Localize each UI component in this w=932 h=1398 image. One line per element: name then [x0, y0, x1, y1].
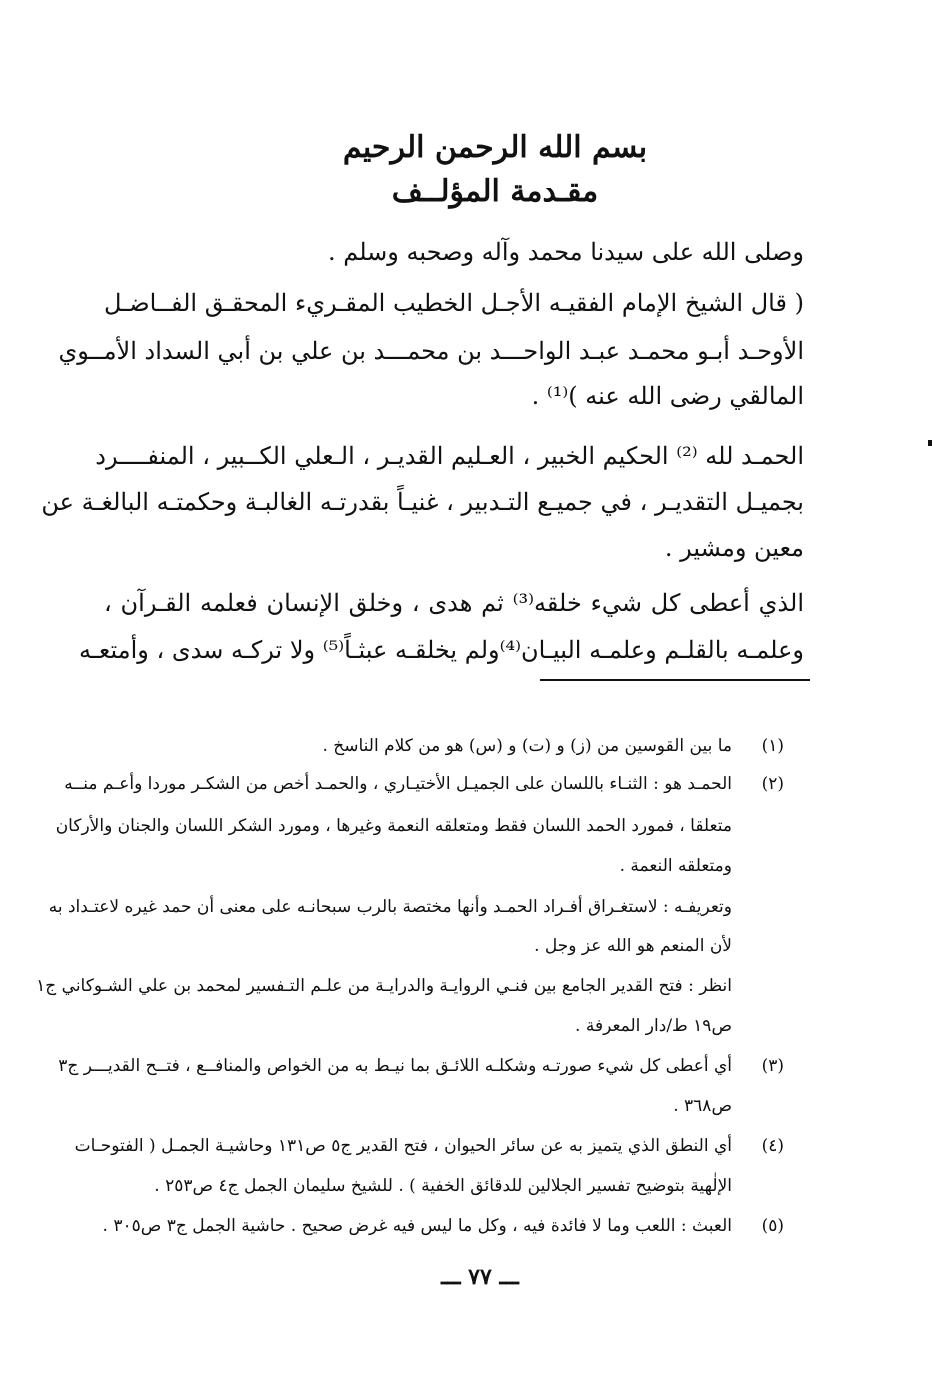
introduction-title: مقـدمة المؤلــف	[391, 174, 599, 209]
footnote-line: ومتعلقه النعمة .	[619, 856, 732, 876]
body-line: الأوحـد أبـو محمـد عبـد الواحـــد بن محمـــد بن علي بن أبي السداد الأمــوي	[58, 337, 804, 365]
body-line: بجميـل التقديـر ، في جميـع التـدبير ، غنيـاً بقدرتـه الغالبـة وحكمتـه البالغـة عن	[41, 488, 804, 516]
footnote-number: (٥)	[761, 1216, 784, 1236]
footnote-number: (٤)	[761, 1136, 784, 1156]
footnote-line: ص١٩ ط/دار المعرفة .	[575, 1016, 732, 1036]
footnote-line: أي النطق الذي يتميز به عن سائر الحيوان ، فتح القدير ج٥ ص١٣١ وحاشيـة الجمـل ( الفتوحـات	[74, 1136, 732, 1156]
footnote-line: لأن المنعم هو الله عز وجل .	[534, 936, 732, 956]
footnote-line: ص٣٦٨ .	[673, 1096, 732, 1116]
footnote-line: العبث : اللعب وما لا فائدة فيه ، وكل ما ليس فيه غرض صحيح . حاشية الجمل ج٣ ص٣٠٥ .	[102, 1216, 732, 1236]
footnote-line: انظر : فتح القدير الجامع بين فنـي الروايـة والدرايـة من علـم التـفسير لمحمد بن علي الشـوكاني ج١	[36, 976, 732, 996]
body-line: معين ومشير .	[664, 534, 804, 562]
body-line: المالقي رضى الله عنه )⁽¹⁾ .	[531, 382, 804, 410]
footnote-separator	[540, 679, 810, 681]
body-line: وصلى الله على سيدنا محمد وآله وصحبه وسلم .	[327, 238, 804, 266]
body-line: وعلمـه بالقلـم وعلمـه البيـان⁽⁴⁾ولم يخلقـه عبثـاً⁽⁵⁾ ولا تركـه سدى ، وأمتعـه	[79, 636, 804, 664]
footnote-line: الإلٰهية بتوضيح تفسير الجلالين للدقائق الخفية ) . للشيخ سليمان الجمل ج٤ ص٢٥٣ .	[154, 1176, 732, 1196]
footnote-number: (١)	[761, 736, 784, 756]
footnote-line: الحمـد هو : الثنـاء باللسان على الجميـل الأختيـاري ، والحمـد أخص من الشكـر موردا وأعـم منــه	[64, 774, 732, 794]
margin-mark	[928, 440, 932, 446]
footnote-line: متعلقا ، فمورد الحمد اللسان فقط ومتعلقه النعمة وغيرها ، ومورد الشكر اللسان والجنان والأركان	[55, 816, 732, 836]
footnote-number: (٢)	[761, 774, 784, 794]
basmala-heading: بسم الله الرحمن الرحيم	[342, 130, 648, 165]
footnote-number: (٣)	[761, 1056, 784, 1076]
body-line: الذي أعطى كل شيء خلقه⁽³⁾ ثم هدى ، وخلق الإنسان فعلمه القـرآن ،	[104, 589, 804, 617]
footnote-line: وتعريفـه : لاستغـراق أفـراد الحمـد وأنها مختصة بالرب سبحانـه على معنى أن حمد غيره لاعتـداد به	[48, 897, 732, 917]
body-line: الحمـد لله ⁽²⁾ الحكيم الخبير ، العـليم القديـر ، الـعلي الكــبير ، المنفــــرد	[95, 442, 804, 470]
footnote-line: أي أعطى كل شيء صورتـه وشكلـه اللائـق بما نيـط به من الخواص والمنافــع ، فتــح القديـــر ج٣	[58, 1056, 732, 1076]
footnote-line: ما بين القوسين من (ز) و (ت) و (س) هو من كلام الناسخ .	[322, 736, 732, 756]
page-number: ـــ ٧٧ ـــ	[441, 1264, 519, 1290]
body-line: ( قال الشيخ الإمام الفقيـه الأجـل الخطيب المقـريء المحقـق الفــاضـل	[104, 289, 804, 317]
